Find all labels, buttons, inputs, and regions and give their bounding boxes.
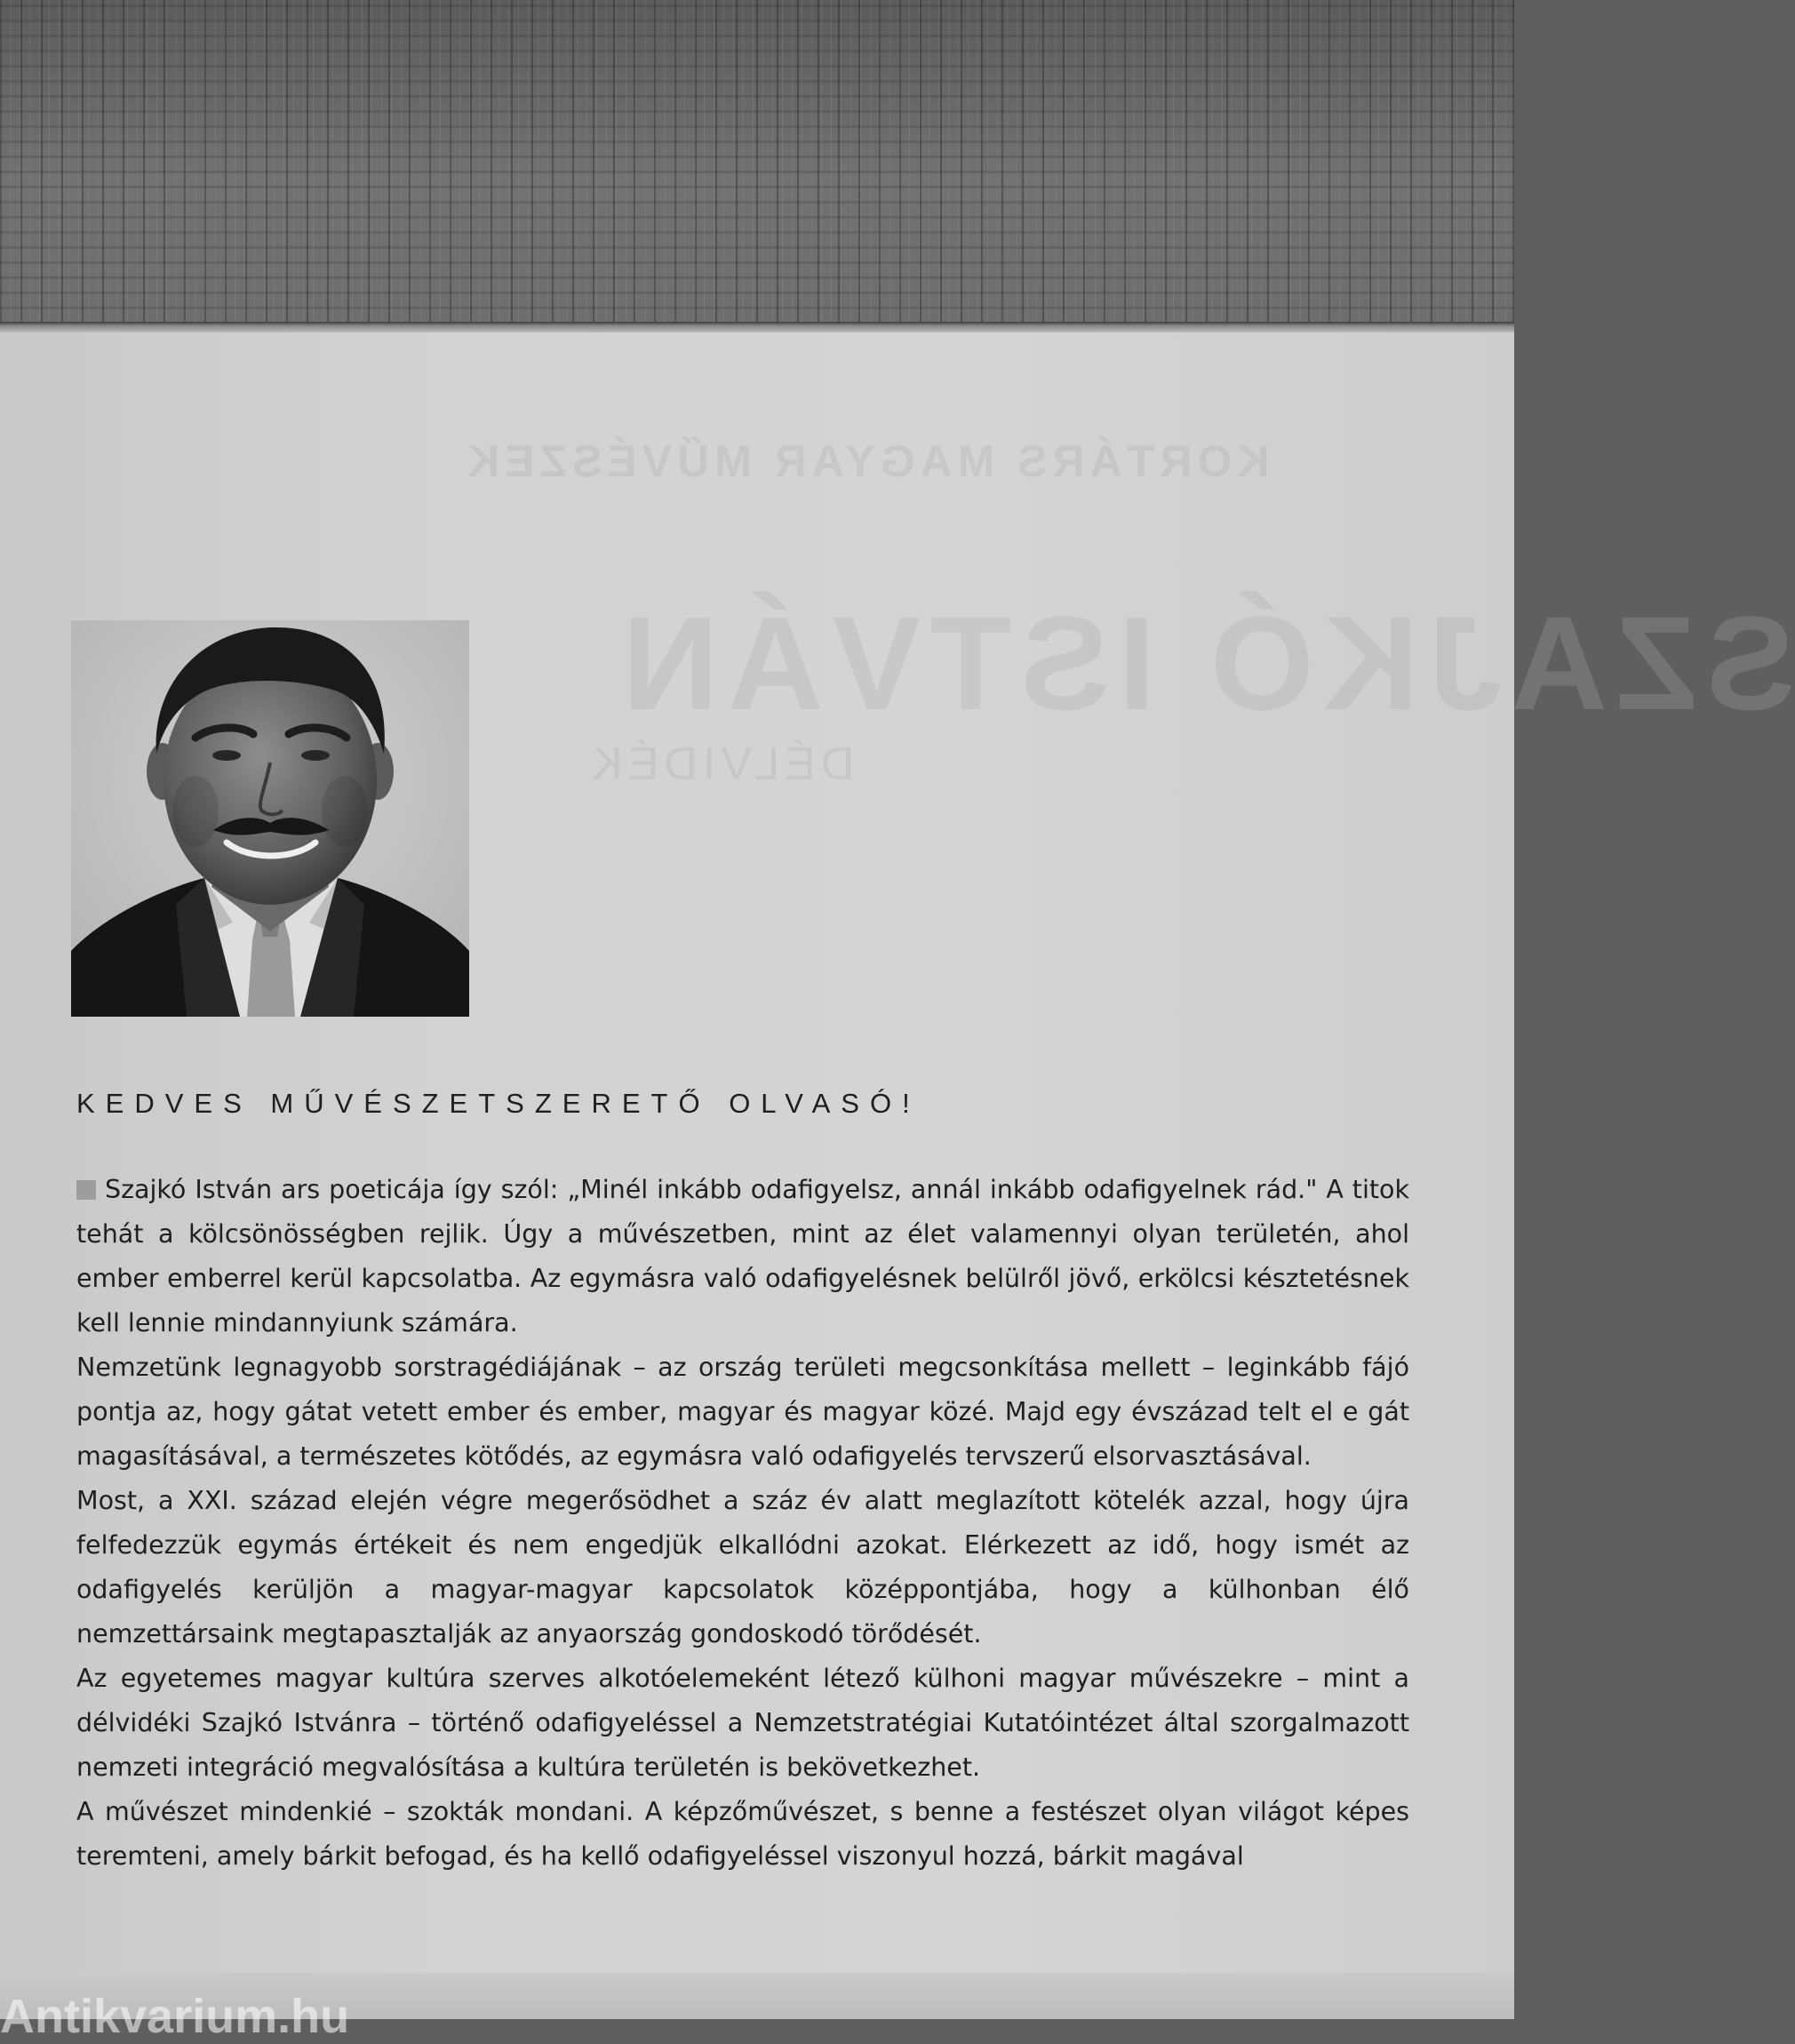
ghost-text-line-1: KORTÁRS MAGYAR MŰVÉSZEK (462, 436, 1270, 486)
letter-heading: KEDVES MŰVÉSZETSZERETŐ OLVASÓ! (76, 1088, 921, 1119)
watermark-text: Antikvarium.hu (0, 1990, 350, 2043)
paragraph-5: A művészet mindenkié – szokták mondani. A képzőművészet, s benne a festészet olyan világot képes teremteni, amely bárkit befogad, és ha kellő odafigyeléssel viszonyul hozzá, bárkit magával (76, 1797, 1409, 1871)
paragraph-1-text: Szajkó István ars poeticája így szól: „Minél inkább odafigyelsz, annál inkább odafigyelnek rád." A titok tehát a kölcsönösségben rejlik. Úgy a művészetben, mint az élet valamennyi olyan területén, ahol ember emberrel kerül kapcsolatba. Az egymásra való odafigyelésnek belülről jövő, erkölcsi késztetésnek kell lennie mindannyiunk számára. (76, 1175, 1409, 1337)
paragraph-1 (76, 1168, 1409, 1345)
paragraph-3: Most, a XXI. század elején végre megerősödhet a száz év alatt meglazított kötelék azzal, hogy újra felfedezzük egymás értékeit és nem engedjük elkallódni azokat. Elérkezett az idő, hogy ismét az odafigyelés kerüljön a magyar-magyar kapcsolatok középpontjába, hogy a külhonban élő nemzettársaink megtapasztalják az anyaország gondoskodó törődését. (76, 1486, 1409, 1649)
author-portrait-photo (71, 620, 469, 1017)
letter-body (76, 1168, 1409, 1879)
ghost-text-line-3: DÉLVIDÉK (586, 739, 855, 790)
cover-edge (0, 322, 1514, 332)
paragraph-4: Az egyetemes magyar kultúra szerves alkotóelemeként létező külhoni magyar művészekre – mint a délvidéki Szajkó Istvánra – történő odafigyeléssel a Nemzetstratégiai Kutatóintézet által szorgalmazott nemzeti integráció megvalósítása a kultúra területén is bekövetkezhet. (76, 1664, 1409, 1782)
book-cover-background (0, 0, 1514, 324)
portrait-illustration (71, 620, 469, 1017)
ghost-text-line-2: SZAJKÓ ISTVÁN (613, 588, 1795, 738)
paragraph-marker-square (76, 1180, 96, 1200)
paragraph-2: Nemzetünk legnagyobb sorstragédiájának – az ország területi megcsonkítása mellett – leginkább fájó pontja az, hogy gátat vetett ember és ember, magyar és magyar közé. Majd egy évszázad telt el e gát magasításával, a természetes kötődés, az egymásra való odafigyelés tervszerű elsorvasztásával. (76, 1353, 1409, 1471)
